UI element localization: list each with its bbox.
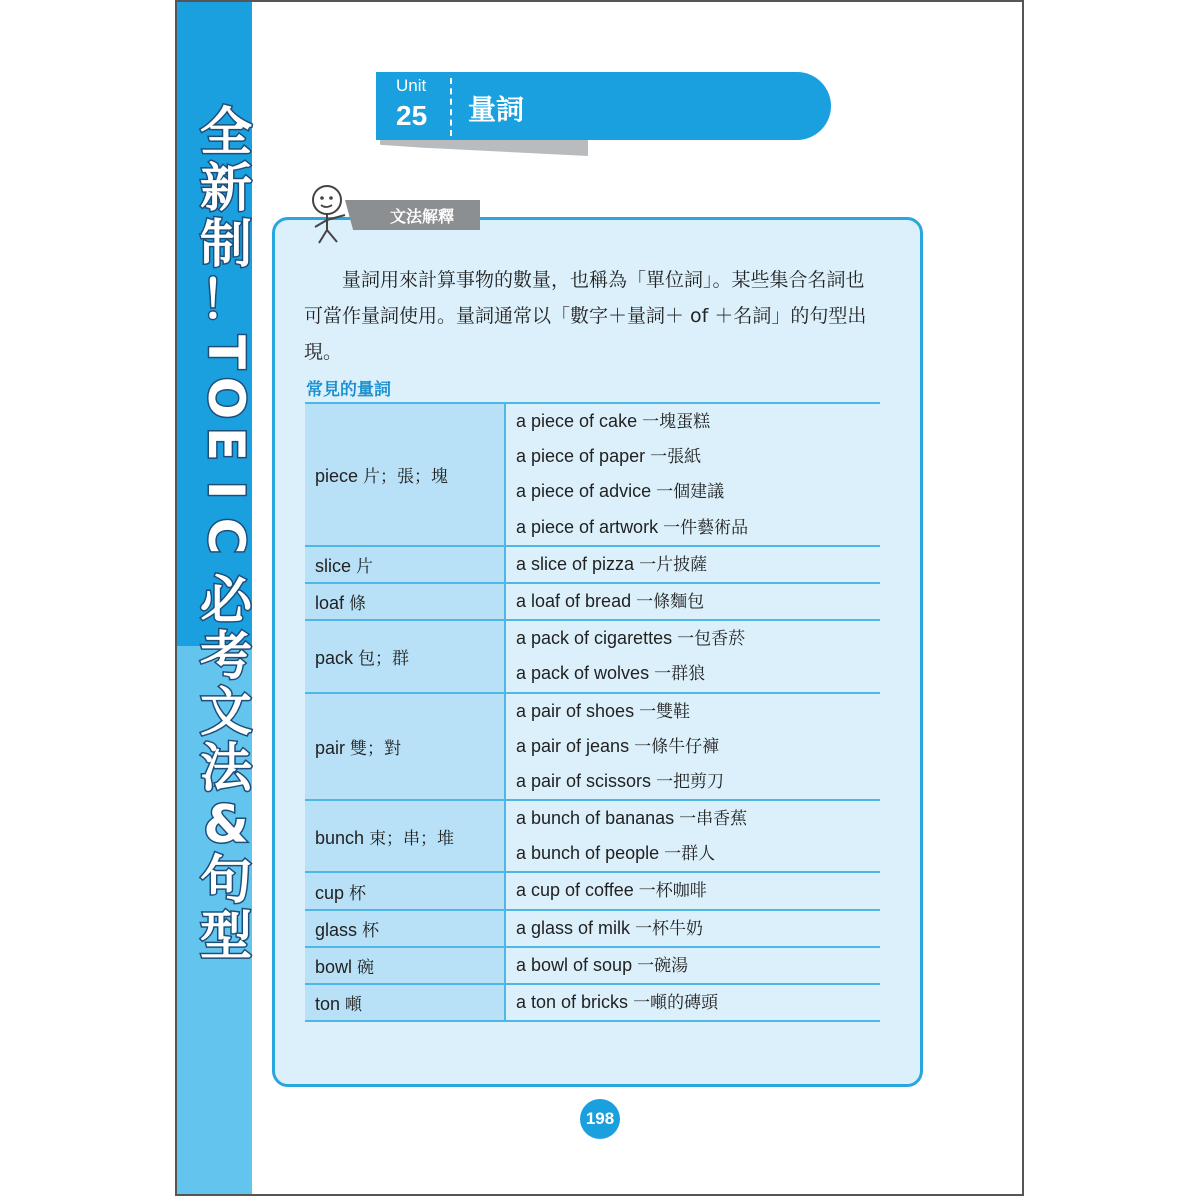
example-chinese: 一張紙 xyxy=(650,447,702,468)
example-line xyxy=(516,873,880,908)
spine-title-char: ！ xyxy=(199,271,252,331)
example-english: a pair of jeans xyxy=(516,735,630,756)
intro-text xyxy=(304,262,904,370)
spine-title-char: 制 xyxy=(199,215,252,275)
measure-word-meaning: 碗 xyxy=(357,957,375,978)
table-row xyxy=(305,583,880,620)
example-chinese: 一把剪刀 xyxy=(656,771,725,792)
measure-word: bunch xyxy=(315,827,365,848)
measure-word: pack xyxy=(315,647,354,668)
measure-word-meaning: 雙；對 xyxy=(350,738,402,759)
spine-title-char: 新 xyxy=(199,159,252,219)
measure-word: pair xyxy=(315,737,346,758)
spine-title-char: 句 xyxy=(199,851,252,911)
measure-word-meaning: 杯 xyxy=(349,883,367,904)
example-line xyxy=(516,948,880,983)
measure-word-meaning: 片 xyxy=(356,556,374,577)
example-english: a bowl of soup xyxy=(516,954,633,975)
intro-line-2: 可當作量詞使用。量詞通常以「數字＋量詞＋ of ＋名詞」的句型出現。 xyxy=(304,305,867,363)
example-english: a glass of milk xyxy=(516,917,631,938)
measure-word-meaning: 束；串；堆 xyxy=(369,828,455,849)
measure-word: slice xyxy=(315,555,352,576)
example-line xyxy=(516,801,880,836)
example-chinese: 一杯牛奶 xyxy=(635,918,704,939)
measure-word-cell xyxy=(305,872,505,909)
example-chinese: 一碗湯 xyxy=(637,955,689,976)
measure-word-cell xyxy=(305,947,505,984)
example-chinese: 一條麵包 xyxy=(636,591,705,612)
example-chinese: 一串香蕉 xyxy=(679,809,748,830)
example-line xyxy=(516,404,880,439)
example-line xyxy=(516,656,880,691)
unit-label: Unit xyxy=(396,76,427,95)
spine-title-char: O xyxy=(197,376,255,420)
spine-title-char: I xyxy=(197,480,255,500)
example-line xyxy=(516,836,880,871)
intro-line-1: 量詞用來計算事物的數量，也稱為「單位詞」。某些集合名詞也 xyxy=(342,269,865,291)
spine-title-char: T xyxy=(197,334,255,370)
spine-title-char: 型 xyxy=(199,907,252,967)
example-english: a piece of advice xyxy=(516,481,652,502)
measure-word-meaning: 杯 xyxy=(362,920,380,941)
spine-title-char: 法 xyxy=(199,739,252,799)
spine-title-char: 必 xyxy=(199,571,252,631)
unit-divider xyxy=(450,78,452,136)
examples-cell xyxy=(505,620,880,692)
measure-word: ton xyxy=(315,994,341,1015)
example-english: a piece of paper xyxy=(516,446,646,467)
measure-word: bowl xyxy=(315,956,353,977)
page-number: 198 xyxy=(580,1099,620,1139)
example-english: a piece of artwork xyxy=(516,516,659,537)
example-chinese: 一塊蛋糕 xyxy=(642,412,711,432)
example-line xyxy=(516,584,880,619)
table-row xyxy=(305,546,880,583)
table-row xyxy=(305,910,880,947)
spine-title-char: & xyxy=(203,795,249,855)
examples-cell xyxy=(505,910,880,947)
measure-word-meaning: 噸 xyxy=(345,995,363,1016)
example-english: a loaf of bread xyxy=(516,590,632,611)
example-line xyxy=(516,985,880,1020)
spine-title-char: 全 xyxy=(199,103,252,163)
example-line xyxy=(516,621,880,656)
example-chinese: 一群人 xyxy=(664,844,716,865)
example-english: a pair of shoes xyxy=(516,700,635,721)
table-row xyxy=(305,984,880,1021)
example-chinese: 一片披薩 xyxy=(639,554,708,575)
example-line xyxy=(516,729,880,764)
example-line xyxy=(516,694,880,729)
table-row xyxy=(305,872,880,909)
measure-word-meaning: 條 xyxy=(349,594,367,615)
examples-cell xyxy=(505,800,880,872)
example-english: a cup of coffee xyxy=(516,880,634,901)
spine-title-char: E xyxy=(197,426,255,462)
example-english: a bunch of bananas xyxy=(516,808,675,829)
example-chinese: 一件藝術品 xyxy=(663,517,749,538)
example-chinese: 一包香菸 xyxy=(677,629,746,650)
example-english: a pack of cigarettes xyxy=(516,628,673,649)
examples-cell xyxy=(505,984,880,1021)
examples-cell xyxy=(505,546,880,583)
measure-word-cell xyxy=(305,620,505,692)
spine-title-char: 考 xyxy=(199,627,252,687)
example-english: a pack of wolves xyxy=(516,663,650,684)
examples-cell xyxy=(505,693,880,801)
examples-cell xyxy=(505,947,880,984)
example-line xyxy=(516,764,880,799)
example-english: a piece of cake xyxy=(516,411,638,431)
example-chinese: 一個建議 xyxy=(656,482,725,503)
table-row xyxy=(305,620,880,692)
table-heading: 常見的量詞 xyxy=(306,380,391,400)
examples-cell xyxy=(505,403,880,546)
example-line xyxy=(516,911,880,946)
spine-title-char: 文 xyxy=(199,683,252,743)
spine-title xyxy=(177,105,275,1135)
measure-word-meaning: 包；群 xyxy=(358,648,410,669)
example-line xyxy=(516,510,880,545)
measure-word: glass xyxy=(315,919,358,940)
measure-word-table xyxy=(305,402,880,1022)
unit-number: 25 xyxy=(396,100,428,131)
example-english: a pair of scissors xyxy=(516,770,652,791)
measure-word-cell xyxy=(305,800,505,872)
table-row xyxy=(305,800,880,872)
example-line xyxy=(516,547,880,582)
example-line xyxy=(516,474,880,509)
measure-word: loaf xyxy=(315,593,345,614)
measure-word: piece xyxy=(315,465,359,486)
measure-word: cup xyxy=(315,882,345,903)
example-chinese: 一噸的磚頭 xyxy=(633,993,719,1013)
unit-banner xyxy=(376,72,831,140)
example-english: a bunch of people xyxy=(516,843,660,864)
examples-cell xyxy=(505,583,880,620)
section-tab-label: 文法解釋 xyxy=(390,207,455,226)
unit-title: 量詞 xyxy=(468,93,525,126)
example-chinese: 一群狼 xyxy=(654,664,706,685)
measure-word-cell xyxy=(305,583,505,620)
measure-word-cell xyxy=(305,693,505,801)
example-chinese: 一杯咖啡 xyxy=(638,881,707,902)
table-row xyxy=(305,693,880,801)
table-row xyxy=(305,947,880,984)
table-row xyxy=(305,403,880,546)
measure-word-meaning: 片；張；塊 xyxy=(363,466,449,487)
examples-cell xyxy=(505,872,880,909)
example-english: a ton of bricks xyxy=(516,992,629,1012)
example-line xyxy=(516,439,880,474)
example-english: a slice of pizza xyxy=(516,553,635,574)
measure-word-cell xyxy=(305,546,505,583)
measure-word-cell xyxy=(305,910,505,947)
spine-title-char: C xyxy=(197,517,255,555)
measure-word-cell xyxy=(305,984,505,1021)
measure-word-cell xyxy=(305,403,505,546)
example-chinese: 一雙鞋 xyxy=(639,701,691,722)
example-chinese: 一條牛仔褲 xyxy=(634,736,720,757)
